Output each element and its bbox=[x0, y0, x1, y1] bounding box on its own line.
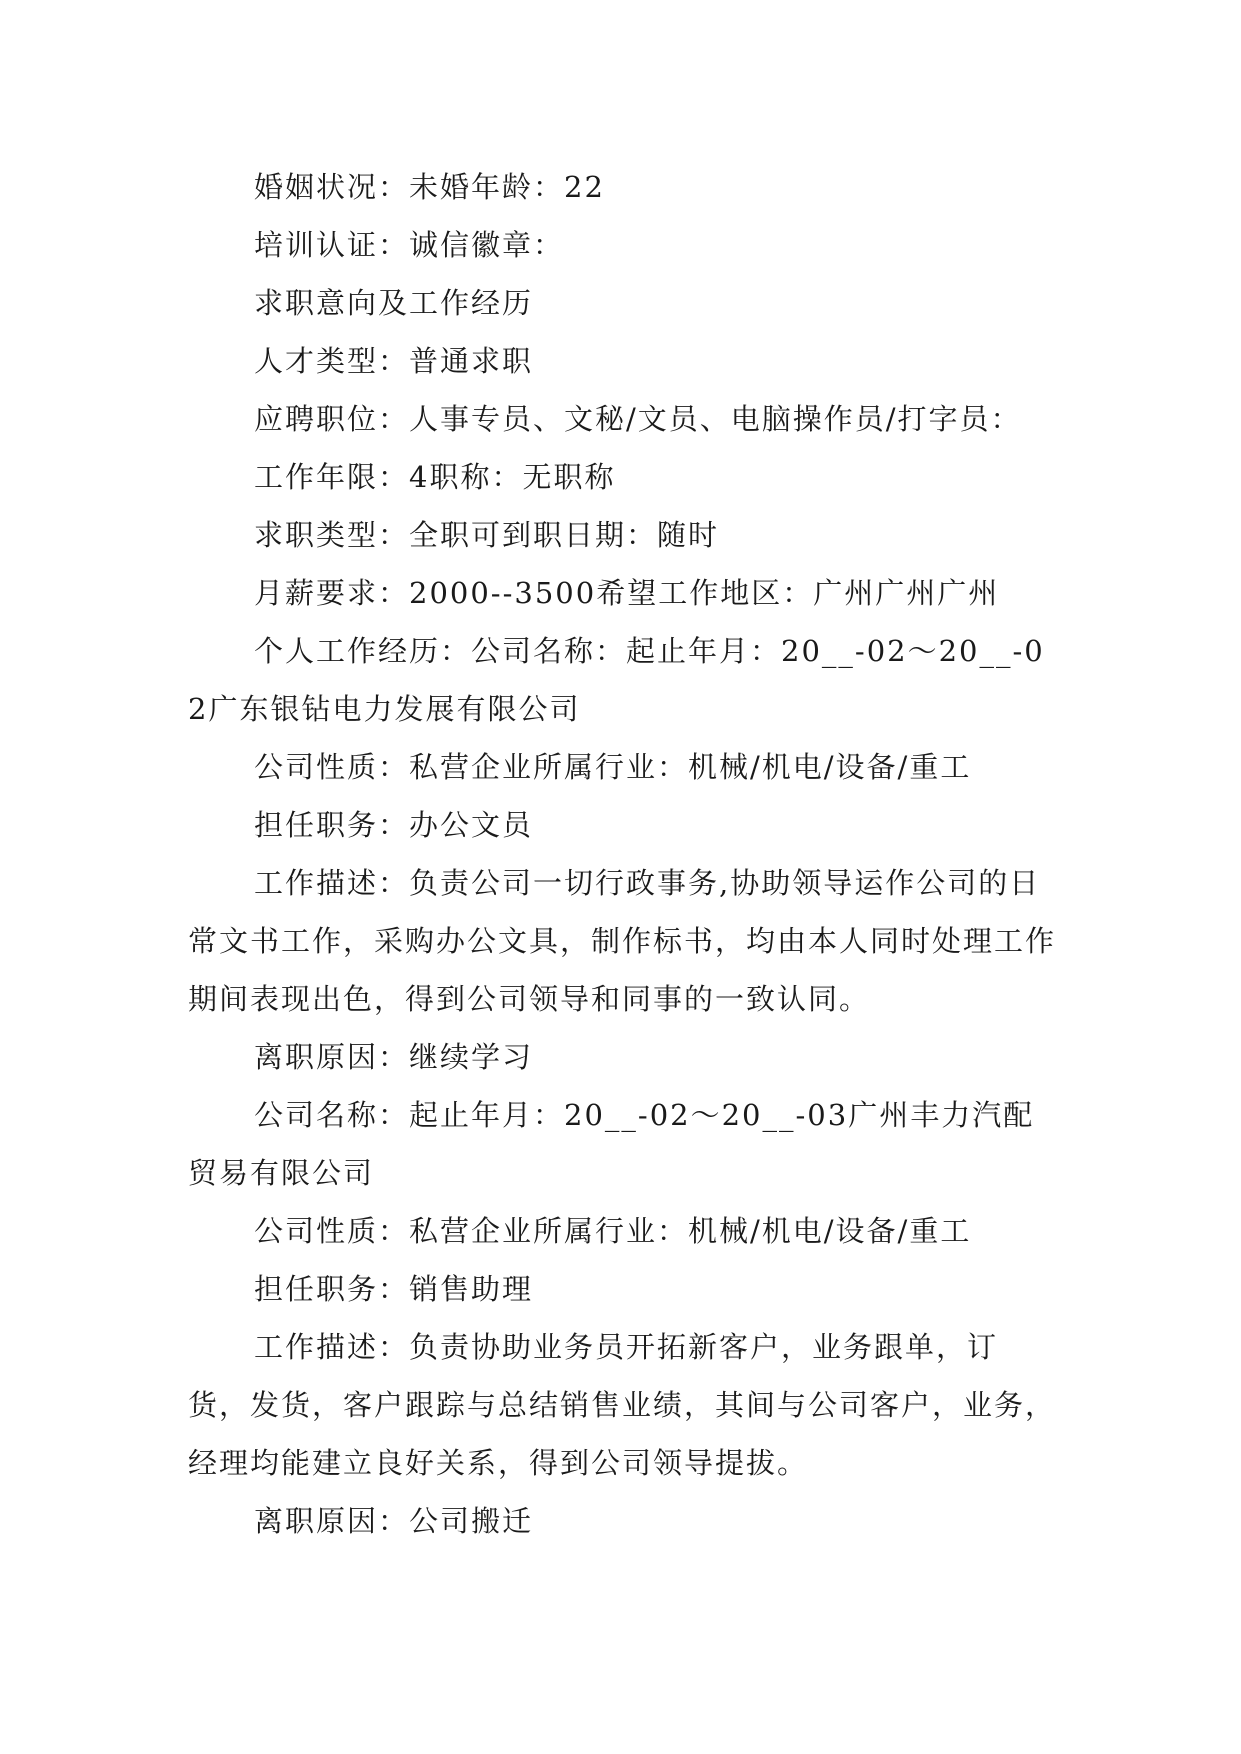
document-body bbox=[188, 158, 1058, 1550]
applied-position-line: 应聘职位：人事专员、文秘/文员、电脑操作员/打字员： bbox=[254, 402, 1022, 436]
work-experience-1-position: 担任职务：办公文员 bbox=[254, 808, 534, 842]
work-experience-1-nature: 公司性质：私营企业所属行业：机械/机电/设备/重工 bbox=[254, 750, 972, 784]
talent-type-line: 人才类型：普通求职 bbox=[254, 344, 534, 378]
work-experience-1-description: 工作描述：负责公司一切行政事务,协助领导运作公司的日常文书工作，采购办公文具，制作标书，均由本人同时处理工作期间表现出色，得到公司领导和同事的一致认同。 bbox=[188, 866, 1057, 1016]
work-experience-2-description: 工作描述：负责协助业务员开拓新客户，业务跟单，订货，发货，客户跟踪与总结销售业绩，其间与公司客户，业务，经理均能建立良好关系，得到公司领导提拔。 bbox=[188, 1330, 1057, 1480]
work-experience-2-company: 公司名称：起止年月：20__-02～20__-03广州丰力汽配贸易有限公司 bbox=[188, 1098, 1035, 1190]
marital-status-line: 婚姻状况：未婚年龄：22 bbox=[254, 170, 605, 204]
work-years-line: 工作年限：4职称：无职称 bbox=[254, 460, 616, 494]
work-experience-2-position: 担任职务：销售助理 bbox=[254, 1272, 534, 1306]
work-experience-1-leave-reason: 离职原因：继续学习 bbox=[254, 1040, 534, 1074]
job-type-line: 求职类型：全职可到职日期：随时 bbox=[254, 518, 720, 552]
work-experience-2-nature: 公司性质：私营企业所属行业：机械/机电/设备/重工 bbox=[254, 1214, 972, 1248]
training-certification-line: 培训认证：诚信徽章： bbox=[254, 228, 565, 262]
work-experience-2-leave-reason: 离职原因：公司搬迁 bbox=[254, 1504, 534, 1538]
work-experience-1-company: 个人工作经历：公司名称：起止年月：20__-02～20__-02广东银钻电力发展有限公司 bbox=[188, 634, 1045, 726]
section-heading: 求职意向及工作经历 bbox=[254, 286, 534, 320]
salary-requirement-line: 月薪要求：2000--3500希望工作地区：广州广州广州 bbox=[254, 576, 1000, 610]
